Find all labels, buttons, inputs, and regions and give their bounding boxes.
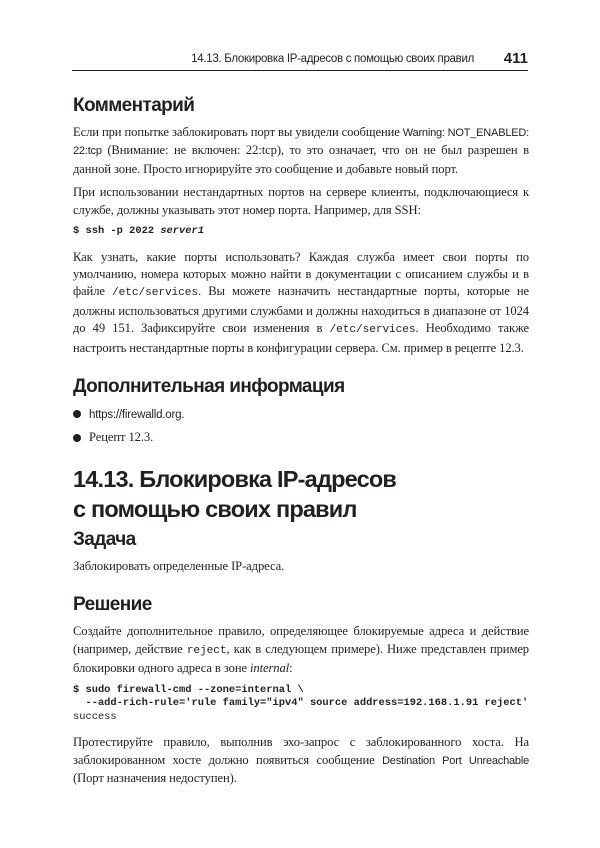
ssh-code-block (73, 225, 529, 239)
text-run: (Внимание: не включен: 22:tcp), то это означает, что он не был разрешен в данной зоне. Просто игнорируйте это сообщение и добавьте новый порт. (73, 143, 529, 176)
text-run: Создайте дополнительное правило, определяющее блокируемые адреса и действие (например, действие (73, 624, 529, 656)
running-head-title: 14.13. Блокировка IP-адресов с помощью своих правил (191, 53, 474, 65)
reject-keyword: reject (186, 644, 227, 657)
text-run: Как узнать, какие порты использовать? Каждая служба имеет свои порты по умолчанию, номера которых можно найти в документации с описанием службы и в файле (73, 249, 529, 299)
comment-paragraph-2: При использовании нестандартных портов на сервере клиенты, подключающиеся к службе, должны указывать этот номер порта. Например, для SSH: (73, 185, 529, 217)
solution-heading: Решение (73, 594, 152, 616)
text-run: , как в следующем примере). Ниже представлен пример блокировки одного адреса в зоне (73, 641, 530, 676)
text-run: . Необходимо также настроить нестандартные порты в конфигурации сервера. См. пример в рецепте 12.3. (73, 321, 529, 355)
more-info-heading: Дополнительная информация (73, 376, 345, 398)
list-item (73, 429, 529, 446)
task-text: Заблокировать определенные IP-адреса. (73, 559, 285, 574)
recipe-title-line-2: с помощью своих правил (73, 496, 357, 523)
code-line: $ sudo firewall-cmd --zone=internal \ (73, 683, 304, 696)
page-number: 411 (503, 50, 528, 67)
code-command: ssh -p 2022 (85, 225, 161, 238)
text-run: (Порт назначения недоступен). (73, 771, 237, 786)
recipe-title (73, 464, 529, 524)
zone-name: internal (250, 661, 290, 676)
solution-paragraph-2 (73, 734, 529, 787)
text-run: . Вы можете назначить нестандартные порты, которые не должны использоваться другими службами и должны находиться в диапазоне от 1024 до 49 151. Зафиксируйте свои изменения в (73, 284, 529, 336)
recipe-title-line-1: 14.13. Блокировка IP-адресов (73, 466, 397, 493)
running-head (72, 50, 528, 71)
text-run: Протестируйте правило, выполнив эхо-запрос с заблокированного хоста. На заблокированном хосте должно появиться сообщение (73, 735, 529, 767)
list-item[interactable] (73, 405, 529, 424)
bullet-icon (73, 410, 81, 418)
task-heading: Задача (73, 529, 136, 551)
bullet-icon (73, 434, 81, 442)
file-path: /etc/services (329, 324, 416, 337)
code-prompt: $ (73, 225, 86, 238)
more-info-list (73, 405, 529, 446)
code-output: success (73, 710, 117, 723)
comment-paragraph-1 (73, 124, 529, 178)
code-line: --add-rich-rule='rule family="ipv4" source address=192.168.1.91 reject' (73, 697, 529, 710)
firewalld-link[interactable]: https://firewalld.org. (89, 409, 185, 422)
warning-message: Warning: NOT_ENABLED: 22:tcp (73, 127, 529, 158)
text-run: : (289, 661, 293, 676)
page-content (73, 94, 529, 794)
code-argument: server1 (160, 225, 204, 238)
text-run: Если при попытке заблокировать порт вы увидели сообщение (73, 125, 403, 139)
solution-paragraph-1 (73, 623, 529, 677)
unreachable-message: Destination Port Unreachable (382, 754, 530, 767)
comment-paragraph-3 (73, 249, 529, 357)
recipe-reference: Рецепт 12.3. (89, 430, 154, 445)
firewall-code-block (73, 684, 529, 725)
file-path: /etc/services (112, 287, 199, 300)
comment-heading: Комментарий (73, 95, 195, 116)
